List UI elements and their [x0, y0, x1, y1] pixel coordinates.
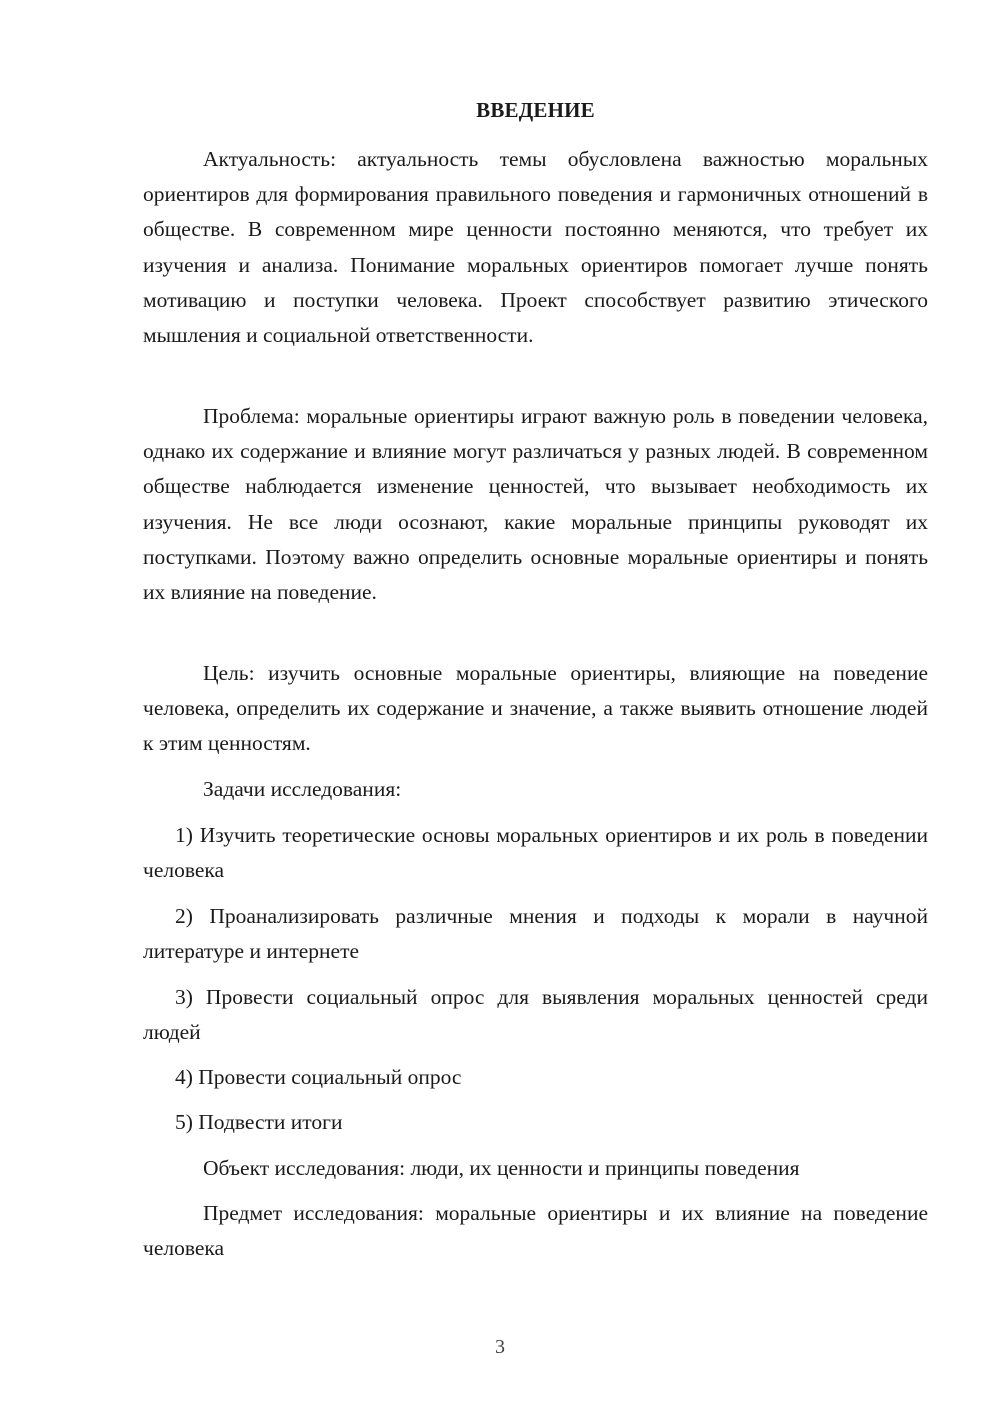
- page-number: 3: [495, 1336, 505, 1358]
- task-item-1: 1) Изучить теоретические основы моральных ориентиров и их роль в поведении человека: [143, 823, 928, 883]
- task-item-3: 3) Провести социальный опрос для выявления моральных ценностей среди людей: [143, 985, 928, 1045]
- paragraph-object: Объект исследования: люди, их ценности и принципы поведения: [203, 1156, 800, 1180]
- task-item-5: 5) Подвести итоги: [175, 1110, 343, 1134]
- task-item-2: 2) Проанализировать различные мнения и подходы к морали в научной литературе и интернете: [143, 904, 928, 964]
- paragraph-problem: Проблема: моральные ориентиры играют важную роль в поведении человека, однако их содержание и влияние могут различаться у разных людей. В современном обществе наблюдается изменение ценностей, что вызывает необходимость их изучения. Не все люди осознают, какие моральные принципы руководят их поступками. Поэтому важно определить основные моральные ориентиры и понять их влияние на поведение.: [143, 404, 928, 605]
- paragraph-subject: Предмет исследования: моральные ориентиры и их влияние на поведение человека: [143, 1201, 928, 1261]
- paragraph-actuality: Актуальность: актуальность темы обусловлена важностью моральных ориентиров для формирования правильного поведения и гармоничных отношений в обществе. В современном мире ценности постоянно меняются, что требует их изучения и анализа. Понимание моральных ориентиров помогает лучше понять мотивацию и поступки человека. Проект способствует развитию этического мышления и социальной ответственности.: [143, 147, 928, 348]
- paragraph-goal: Цель: изучить основные моральные ориентиры, влияющие на поведение человека, определить их содержание и значение, а также выявить отношение людей к этим ценностям.: [143, 661, 928, 756]
- task-item-4: 4) Провести социальный опрос: [175, 1065, 462, 1089]
- tasks-heading: Задачи исследования:: [203, 777, 402, 801]
- section-title: ВВЕДЕНИЕ: [476, 98, 595, 122]
